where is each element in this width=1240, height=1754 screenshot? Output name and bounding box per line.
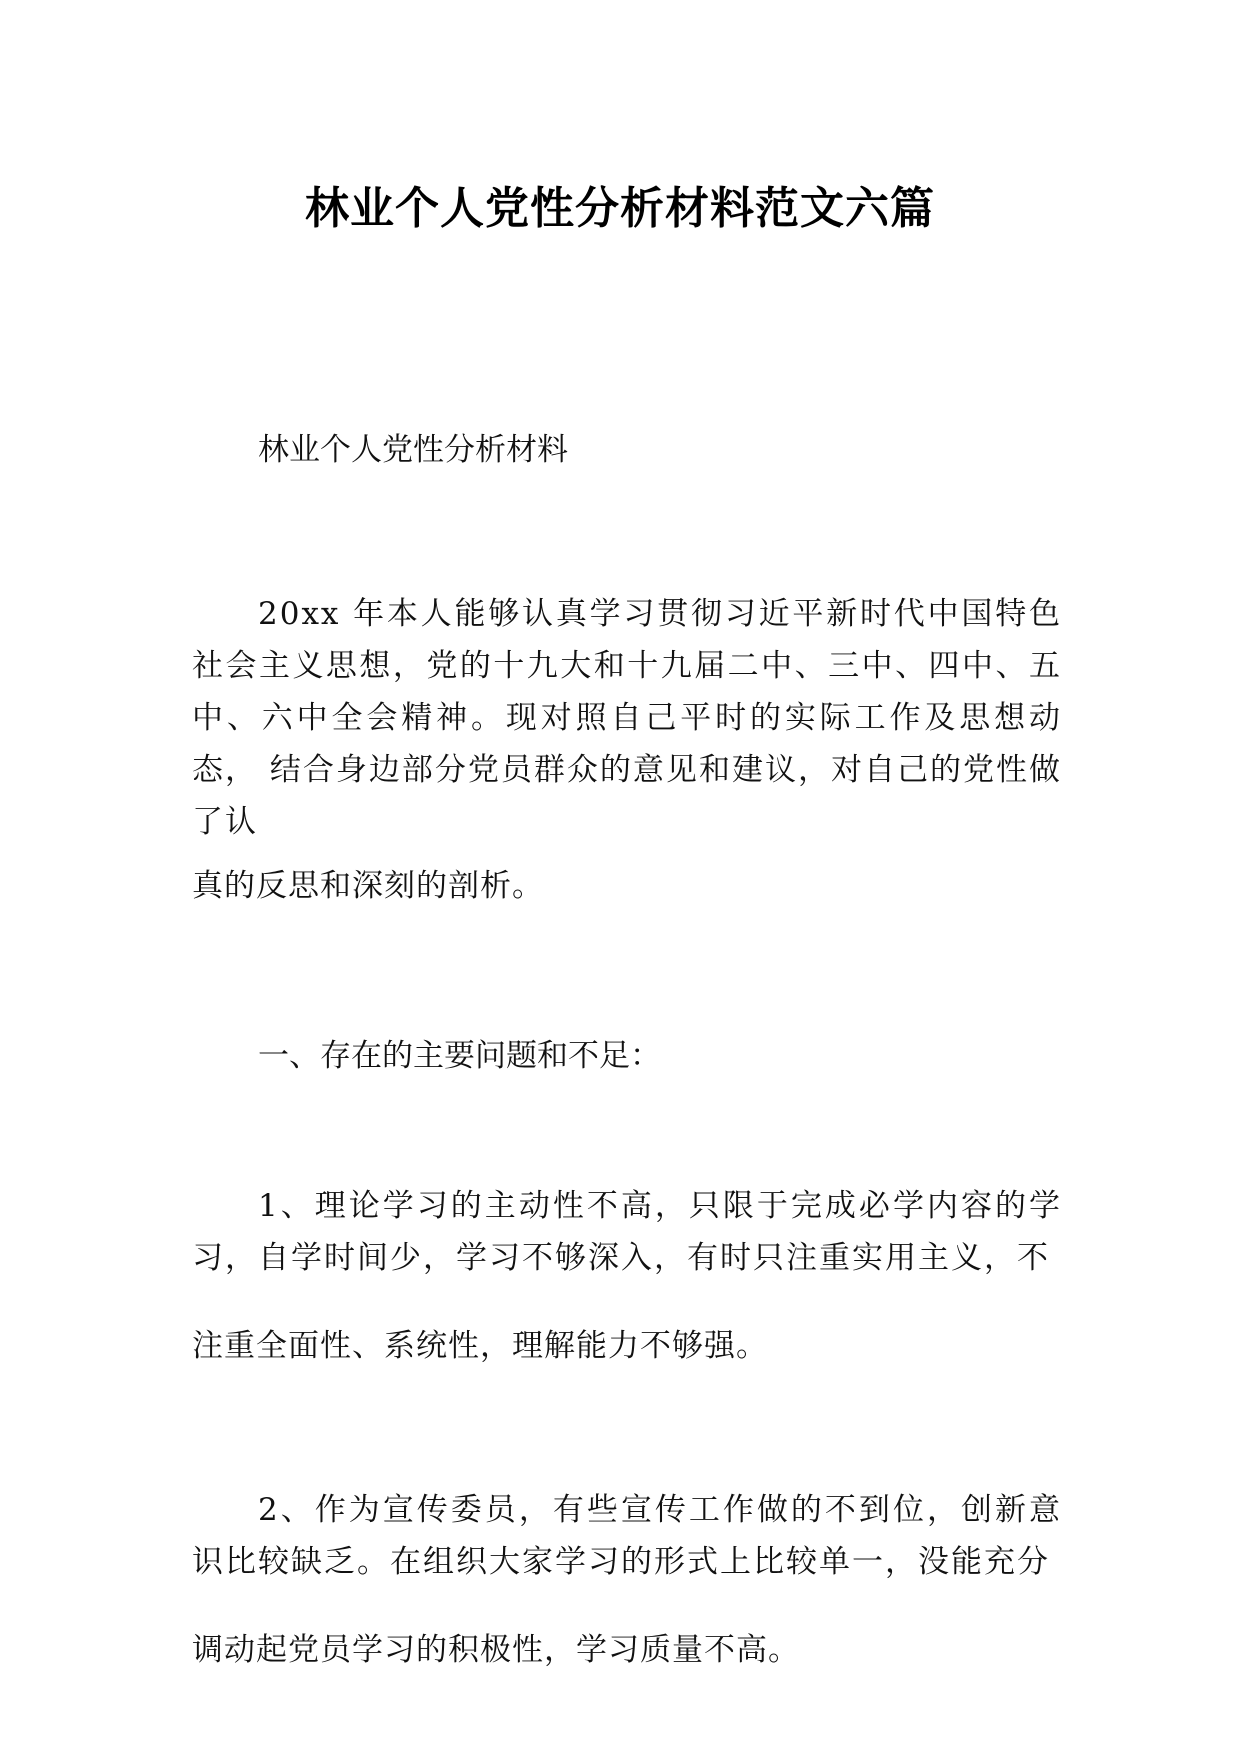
problem-item-2: 2、作为宣传委员，有些宣传工作做的不到位，创新意识比较缺乏。在组织大家学习的形式上比较单一，没能充分 [192,1492,1062,1580]
document-title: 林业个人党性分析材料范文六篇 [305,183,935,235]
section-heading: 一、存在的主要问题和不足： [258,1038,661,1074]
document-subtitle: 林业个人党性分析材料 [258,432,568,468]
problem-item-2-tail: 调动起党员学习的积极性，学习质量不高。 [192,1632,800,1668]
problem-item-1-tail: 注重全面性、系统性，理解能力不够强。 [192,1328,768,1364]
intro-paragraph-tail: 真的反思和深刻的剖析。 [192,868,544,904]
problem-item-1: 1、理论学习的主动性不高，只限于完成必学内容的学习，自学时间少，学习不够深入，有时只注重实用主义，不 [192,1188,1062,1276]
intro-paragraph: 20xx 年本人能够认真学习贯彻习近平新时代中国特色社会主义思想，党的十九大和十九届二中、三中、四中、五中、六中全会精神。现对照自己平时的实际工作及思想动态， 结合身边部分党员群众的意见和建议，对自己的党性做了认 [192,596,1062,840]
